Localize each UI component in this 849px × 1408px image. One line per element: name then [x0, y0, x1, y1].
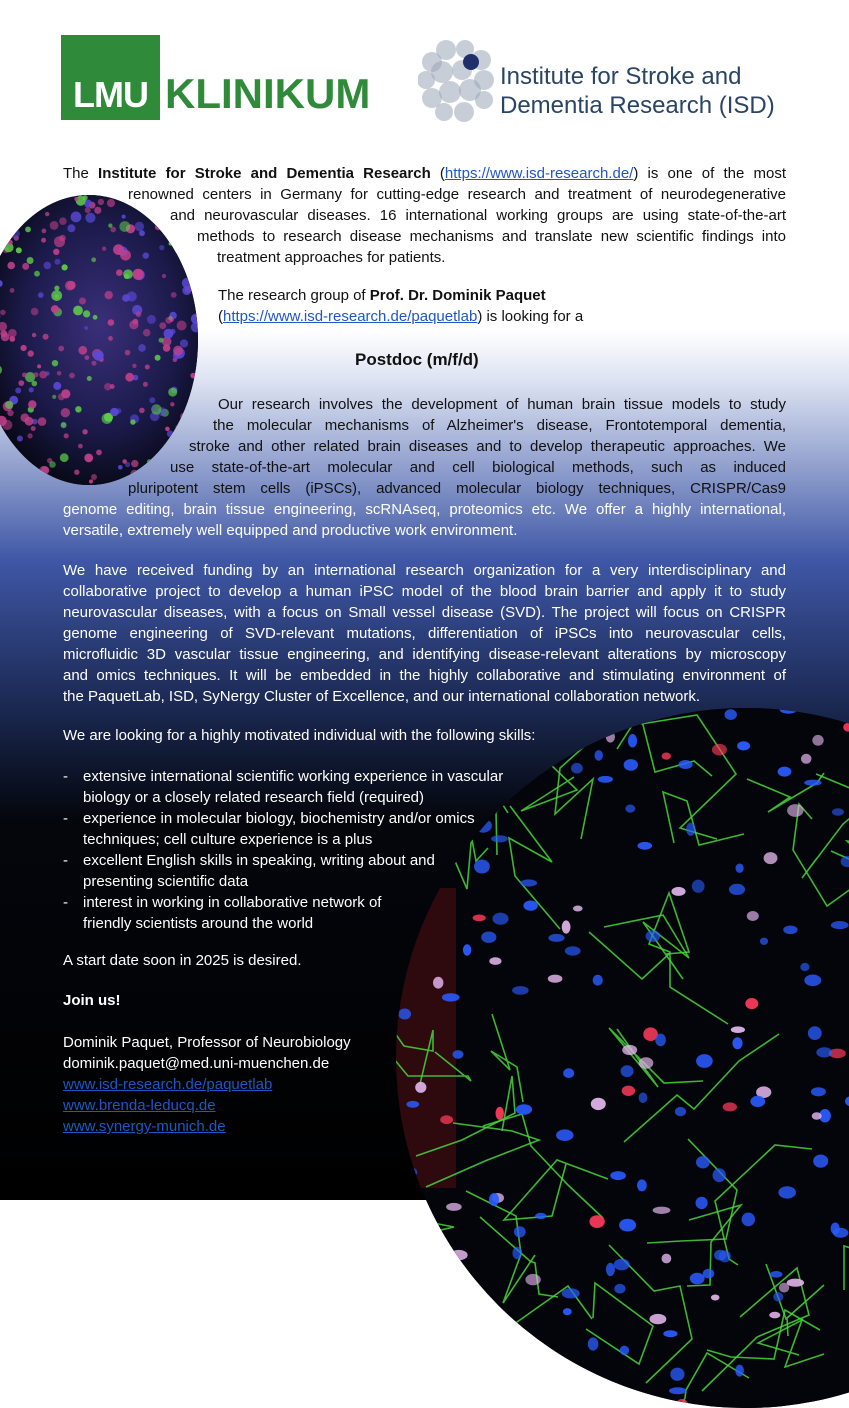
join-us: Join us!: [63, 990, 121, 1011]
skill-item: [63, 850, 533, 892]
funding-line-6: and omics techniques. It will be embedded in the highly collaborative and stimulating environment of: [63, 665, 786, 686]
skills-intro: We are looking for a highly motivated individual with the following skills:: [63, 725, 535, 746]
research-line-2: the molecular mechanisms of Alzheimer's disease, Frontotemporal dementia,: [63, 415, 786, 436]
isd-logo-name: [500, 62, 775, 120]
position-title: Postdoc (m/f/d): [355, 350, 479, 370]
isd-website-link[interactable]: https://www.isd-research.de/: [445, 165, 633, 182]
group-line-2: [218, 306, 786, 327]
klinikum-logo-text: KLINIKUM: [165, 70, 370, 118]
funding-paragraph: [63, 560, 786, 707]
list-dash: -: [63, 808, 68, 829]
start-date: A start date soon in 2025 is desired.: [63, 950, 301, 971]
institute-name: Institute for Stroke and Dementia Research: [98, 165, 431, 182]
group-paragraph: [218, 285, 786, 327]
research-paragraph: [63, 394, 786, 541]
paquetlab-url-link[interactable]: www.isd-research.de/paquetlab: [63, 1074, 351, 1095]
skill-text: experience in molecular biology, biochemistry and/or omics: [83, 808, 533, 829]
funding-line-5: microfluidic 3D vascular tissue engineering, and identifying disease-relevant alterations by microscopy: [63, 644, 786, 665]
research-line-6: genome editing, brain tissue engineering, scRNAseq, proteomics etc. We offer a highly international,: [63, 499, 786, 520]
professor-name: Prof. Dr. Dominik Paquet: [370, 287, 546, 304]
funding-line-3: neurovascular diseases, with a focus on Small vessel disease (SVD). The project will focus on CRISPR: [63, 602, 786, 623]
isd-logo-line2: Dementia Research (ISD): [500, 91, 775, 120]
intro-paragraph: [63, 163, 786, 268]
funding-line-4: genome engineering of SVD-relevant mutations, differentiation of iPSCs into neurovascular cells,: [63, 623, 786, 644]
skill-item: [63, 892, 533, 934]
lmu-logo-box: [61, 35, 160, 120]
group-line-1: [218, 285, 786, 306]
intro-text: ) is one of the most: [633, 165, 786, 182]
group-text: ) is looking for a: [477, 308, 583, 325]
skill-item: [63, 766, 533, 808]
isd-logo-line1: Institute for Stroke and: [500, 62, 775, 91]
intro-line-3: and neurovascular diseases. 16 international working groups are using state-of-the-art: [63, 205, 786, 226]
skill-text: techniques; cell culture experience is a plus: [83, 829, 533, 850]
intro-line-5: treatment approaches for patients.: [63, 247, 786, 268]
intro-text: The: [63, 165, 98, 182]
list-dash: -: [63, 892, 68, 913]
skill-text: friendly scientists around the world: [83, 913, 533, 934]
funding-line-7: the PaquetLab, ISD, SyNergy Cluster of Excellence, and our international collaboration network.: [63, 686, 786, 707]
brenda-leducq-link[interactable]: www.brenda-leducq.de: [63, 1095, 351, 1116]
paquetlab-link[interactable]: https://www.isd-research.de/paquetlab: [223, 308, 477, 325]
list-dash: -: [63, 850, 68, 871]
contact-email[interactable]: dominik.paquet@med.uni-muenchen.de: [63, 1053, 351, 1074]
brain-icon: [418, 40, 496, 124]
intro-line-1: [63, 163, 786, 184]
skill-text: presenting scientific data: [83, 871, 533, 892]
lmu-klinikum-logo: [61, 35, 371, 120]
research-line-4: use state-of-the-art molecular and cell biological methods, such as induced: [63, 457, 786, 478]
research-line-5: pluripotent stem cells (iPSCs), advanced molecular biology techniques, CRISPR/Cas9: [63, 478, 786, 499]
research-line-3: stroke and other related brain diseases and to develop therapeutic approaches. We: [63, 436, 786, 457]
intro-line-4: methods to research disease mechanisms and translate new scientific findings into: [63, 226, 786, 247]
funding-line-1: We have received funding by an international research organization for a very interdisciplinary and: [63, 560, 786, 581]
list-dash: -: [63, 766, 68, 787]
skill-text: interest in working in collaborative network of: [83, 892, 533, 913]
funding-line-2: collaborative project to develop a human iPSC model of the blood brain barrier and apply it to study: [63, 581, 786, 602]
lmu-logo-text: LMU: [61, 74, 160, 116]
intro-text: (: [431, 165, 445, 182]
skills-list: [63, 766, 533, 934]
research-line-1: Our research involves the development of human brain tissue models to study: [63, 394, 786, 415]
skill-text: extensive international scientific working experience in vascular: [83, 766, 533, 787]
group-text: The research group of: [218, 287, 370, 304]
isd-logo: [418, 40, 818, 128]
contact-name: Dominik Paquet, Professor of Neurobiology: [63, 1032, 351, 1053]
research-line-7: versatile, extremely well equipped and productive work environment.: [63, 520, 786, 541]
skill-item: [63, 808, 533, 850]
intro-line-2: renowned centers in Germany for cutting-edge research and treatment of neurodegenerative: [63, 184, 786, 205]
group-text: (: [218, 308, 223, 325]
skill-text: biology or a closely related research field (required): [83, 787, 533, 808]
skill-text: excellent English skills in speaking, writing about and: [83, 850, 533, 871]
synergy-munich-link[interactable]: www.synergy-munich.de: [63, 1116, 351, 1137]
contact-block: [63, 1032, 351, 1137]
